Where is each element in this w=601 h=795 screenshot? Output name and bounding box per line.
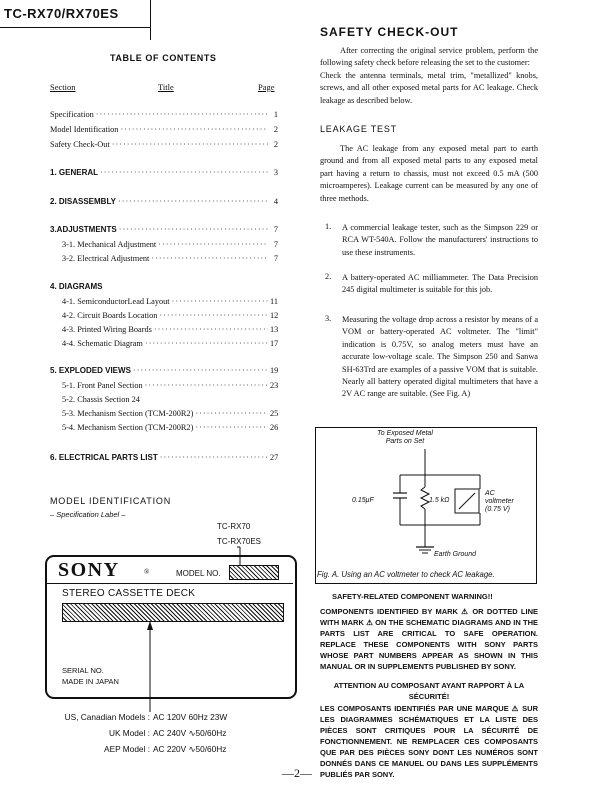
toc-entry-page: 1: [273, 110, 278, 119]
toc-entry-page: 23: [270, 381, 279, 390]
toc-col-page: Page: [258, 82, 275, 92]
fig-resistor-label: 1.5 kΩ: [429, 497, 450, 504]
safety-intro: [320, 45, 538, 107]
toc-entry-label: 4-2. Circuit Boards Location: [62, 311, 158, 320]
model-no-label: MODEL NO.: [176, 569, 221, 578]
toc-entry-page: 2: [273, 125, 278, 134]
toc-entry-label: 4-1. SemiconductorLead Layout: [62, 297, 170, 306]
toc-entry-label: 5. EXPLODED VIEWS: [50, 366, 131, 375]
safety-title: SAFETY CHECK-OUT: [320, 25, 459, 39]
toc-entry-label: 3.ADJUSTMENTS: [50, 225, 117, 234]
power-region: UK Model :: [108, 728, 150, 738]
power-spec: AC 240V ∿50/60Hz: [153, 728, 227, 738]
leakage-text: The AC leakage from any exposed metal part to earth ground and from all exposed metal parts to any exposed metal part having a return to chassis, must not exceed 0.5 mA (500 microamperes). Leakage current can be measured by any one of three methods.: [320, 144, 538, 203]
method-number: 1.: [325, 222, 332, 231]
model-id-heading: MODEL IDENTIFICATION: [50, 496, 172, 506]
toc-entry-label: 4. DIAGRAMS: [50, 282, 103, 291]
warning-text-en: COMPONENTS IDENTIFIED BY MARK ⚠ OR DOTTED LINE WITH MARK ⚠ ON THE SCHEMATIC DIAGRAMS AND IN THE PARTS LIST ARE CRITICAL TO SAFE OPERATION. REPLACE THESE COMPONENTS WITH SONY PARTS WHOSE PART NUMBERS APPEAR AS SHOWN IN THIS MANUAL OR IN SUPPLEMENTS PUBLISHED BY SONY.: [320, 607, 538, 671]
fig-capacitor-label: 0.15μF: [352, 497, 374, 504]
toc-col-section: Section: [50, 82, 76, 92]
toc-entry-label: 5-2. Chassis Section 24: [62, 395, 140, 404]
power-spec: AC 220V ∿50/60Hz: [153, 744, 227, 754]
toc-entry-label: Specification: [50, 110, 94, 119]
toc-entry-page: 4: [273, 197, 278, 206]
toc-entry-page: 11: [270, 297, 278, 306]
toc-entry-label: 6. ELECTRICAL PARTS LIST: [50, 453, 158, 462]
power-region: US, Canadian Models :: [64, 712, 150, 722]
made-in-label: MADE IN JAPAN: [62, 677, 119, 686]
toc-entry-label: 3-2. Electrical Adjustment: [62, 254, 150, 263]
toc-entry-label: 1. GENERAL: [50, 168, 99, 177]
method-number: 2.: [325, 272, 332, 281]
toc-entry-page: 7: [273, 240, 278, 249]
warning-text-fr: LES COMPOSANTS IDENTIFIÉS PAR UNE MARQUE ⚠ SUR LES DIAGRAMMES SCHÉMATIQUES ET LA LISTE DES PIÈCES SONT CRITIQUES POUR LA SÉCURITÉ DE FONCTIONNEMENT. NE REMPLACER CES COMPOSANTS QUE PAR DES PIÈCES SONY DONT LES NUMÉROS SONT DONNÉS DANS CE MANUEL OU DANS LES SUPPLÉMENTS PUBLIÉS PAR SONY.: [320, 704, 538, 779]
toc-heading: TABLE OF CONTENTS: [110, 53, 217, 63]
toc-entry-label: 5-3. Mechanism Section (TCM-200R2): [62, 409, 194, 418]
fig-meter-label-3: (0.75 V): [485, 506, 510, 513]
toc-entry-page: 7: [273, 225, 278, 234]
toc-entry-page: 2: [273, 140, 278, 149]
toc-entry-page: 7: [273, 254, 278, 263]
sony-logo: SONY: [58, 559, 120, 581]
toc-col-title: Title: [158, 82, 174, 92]
leakage-title: LEAKAGE TEST: [320, 124, 397, 134]
toc-entry-page: 12: [270, 311, 279, 320]
product-name: STEREO CASSETTE DECK: [62, 588, 196, 599]
method-number: 3.: [325, 314, 332, 323]
registered-mark: ®: [144, 568, 150, 576]
toc-entry-label: 3-1. Mechanical Adjustment: [62, 240, 157, 249]
model-no-field: [229, 565, 279, 580]
toc-entry-label: 2. DISASSEMBLY: [50, 197, 116, 206]
model-name-1: TC-RX70: [217, 522, 251, 531]
serial-field: [62, 603, 284, 622]
toc-entry-page: 27: [270, 453, 279, 462]
power-region: AEP Model :: [104, 744, 150, 754]
label-divider: [47, 583, 293, 584]
toc-entry-page: 19: [270, 366, 279, 375]
model-id-subheading: – Specification Label –: [50, 510, 126, 519]
serial-no-label: SERIAL NO.: [62, 666, 104, 675]
page-number: —2—: [282, 766, 312, 780]
toc-entry-page: 26: [270, 423, 279, 432]
figure-caption: Fig. A. Using an AC voltmeter to check AC leakage.: [317, 570, 495, 579]
model-title: TC-RX70/RX70ES: [4, 6, 119, 21]
method-text: A battery-operated AC milliammeter. The Data Precision 245 digital multimeter is suitable for this job.: [342, 273, 538, 295]
power-spec: AC 120V 60Hz 23W: [153, 712, 228, 722]
toc-entry-label: 4-4. Schematic Diagram: [62, 339, 143, 348]
warning-title: SAFETY-RELATED COMPONENT WARNING!!: [332, 592, 493, 601]
fig-meter-label-2: voltmeter: [485, 498, 514, 505]
toc-entry-page: 17: [270, 339, 279, 348]
fig-top-label-1: To Exposed Metal: [377, 430, 433, 437]
fig-ground-label: Earth Ground: [434, 551, 477, 558]
toc-entry-page: 3: [273, 168, 278, 177]
toc-entry-label: 5-1. Front Panel Section: [62, 381, 143, 390]
toc-entry-label: 5-4. Mechanism Section (TCM-200R2): [62, 423, 194, 432]
toc-entry-label: 4-3. Printed Wiring Boards: [62, 325, 152, 334]
safety-intro-text-2: Check the antenna terminals, metal trim, "metallized" knobs, screws, and all other exposed metal parts for AC leakage. Check leakage as described below.: [320, 70, 538, 105]
method-text: A commercial leakage tester, such as the Simpson 229 or RCA WT-540A. Follow the manufacturers' instructions to use these instruments.: [342, 223, 538, 257]
safety-intro-text: After correcting the original service problem, perform the following safety check before releasing the set to the customer:: [320, 46, 538, 68]
warning-title-fr: ATTENTION AU COMPOSANT AYANT RAPPORT À LA SÉCURITÉ!: [333, 681, 525, 701]
fig-meter-label-1: AC: [485, 490, 495, 497]
toc-entry-label: Model Identification: [50, 125, 119, 134]
toc-entry-page: 13: [270, 325, 279, 334]
toc-entry-page: 25: [270, 409, 279, 418]
fig-top-label-2: Parts on Set: [385, 438, 425, 445]
model-name-2: TC-RX70ES: [217, 537, 262, 546]
method-text: Measuring the voltage drop across a resistor by means of a VOM or battery-operated AC voltmeter. The "limit" indication is 0.75V, so analog meters must have an accurate low-voltage scale. The Simpson 250 and Sanwa SH-63Trd are examples of a passive VOM that is suitable. Nearly all battery operated digital multimeters that have a 2V AC range are suitable. (See Fig. A): [342, 315, 538, 399]
toc-entry-label: Safety Check-Out: [50, 140, 110, 149]
